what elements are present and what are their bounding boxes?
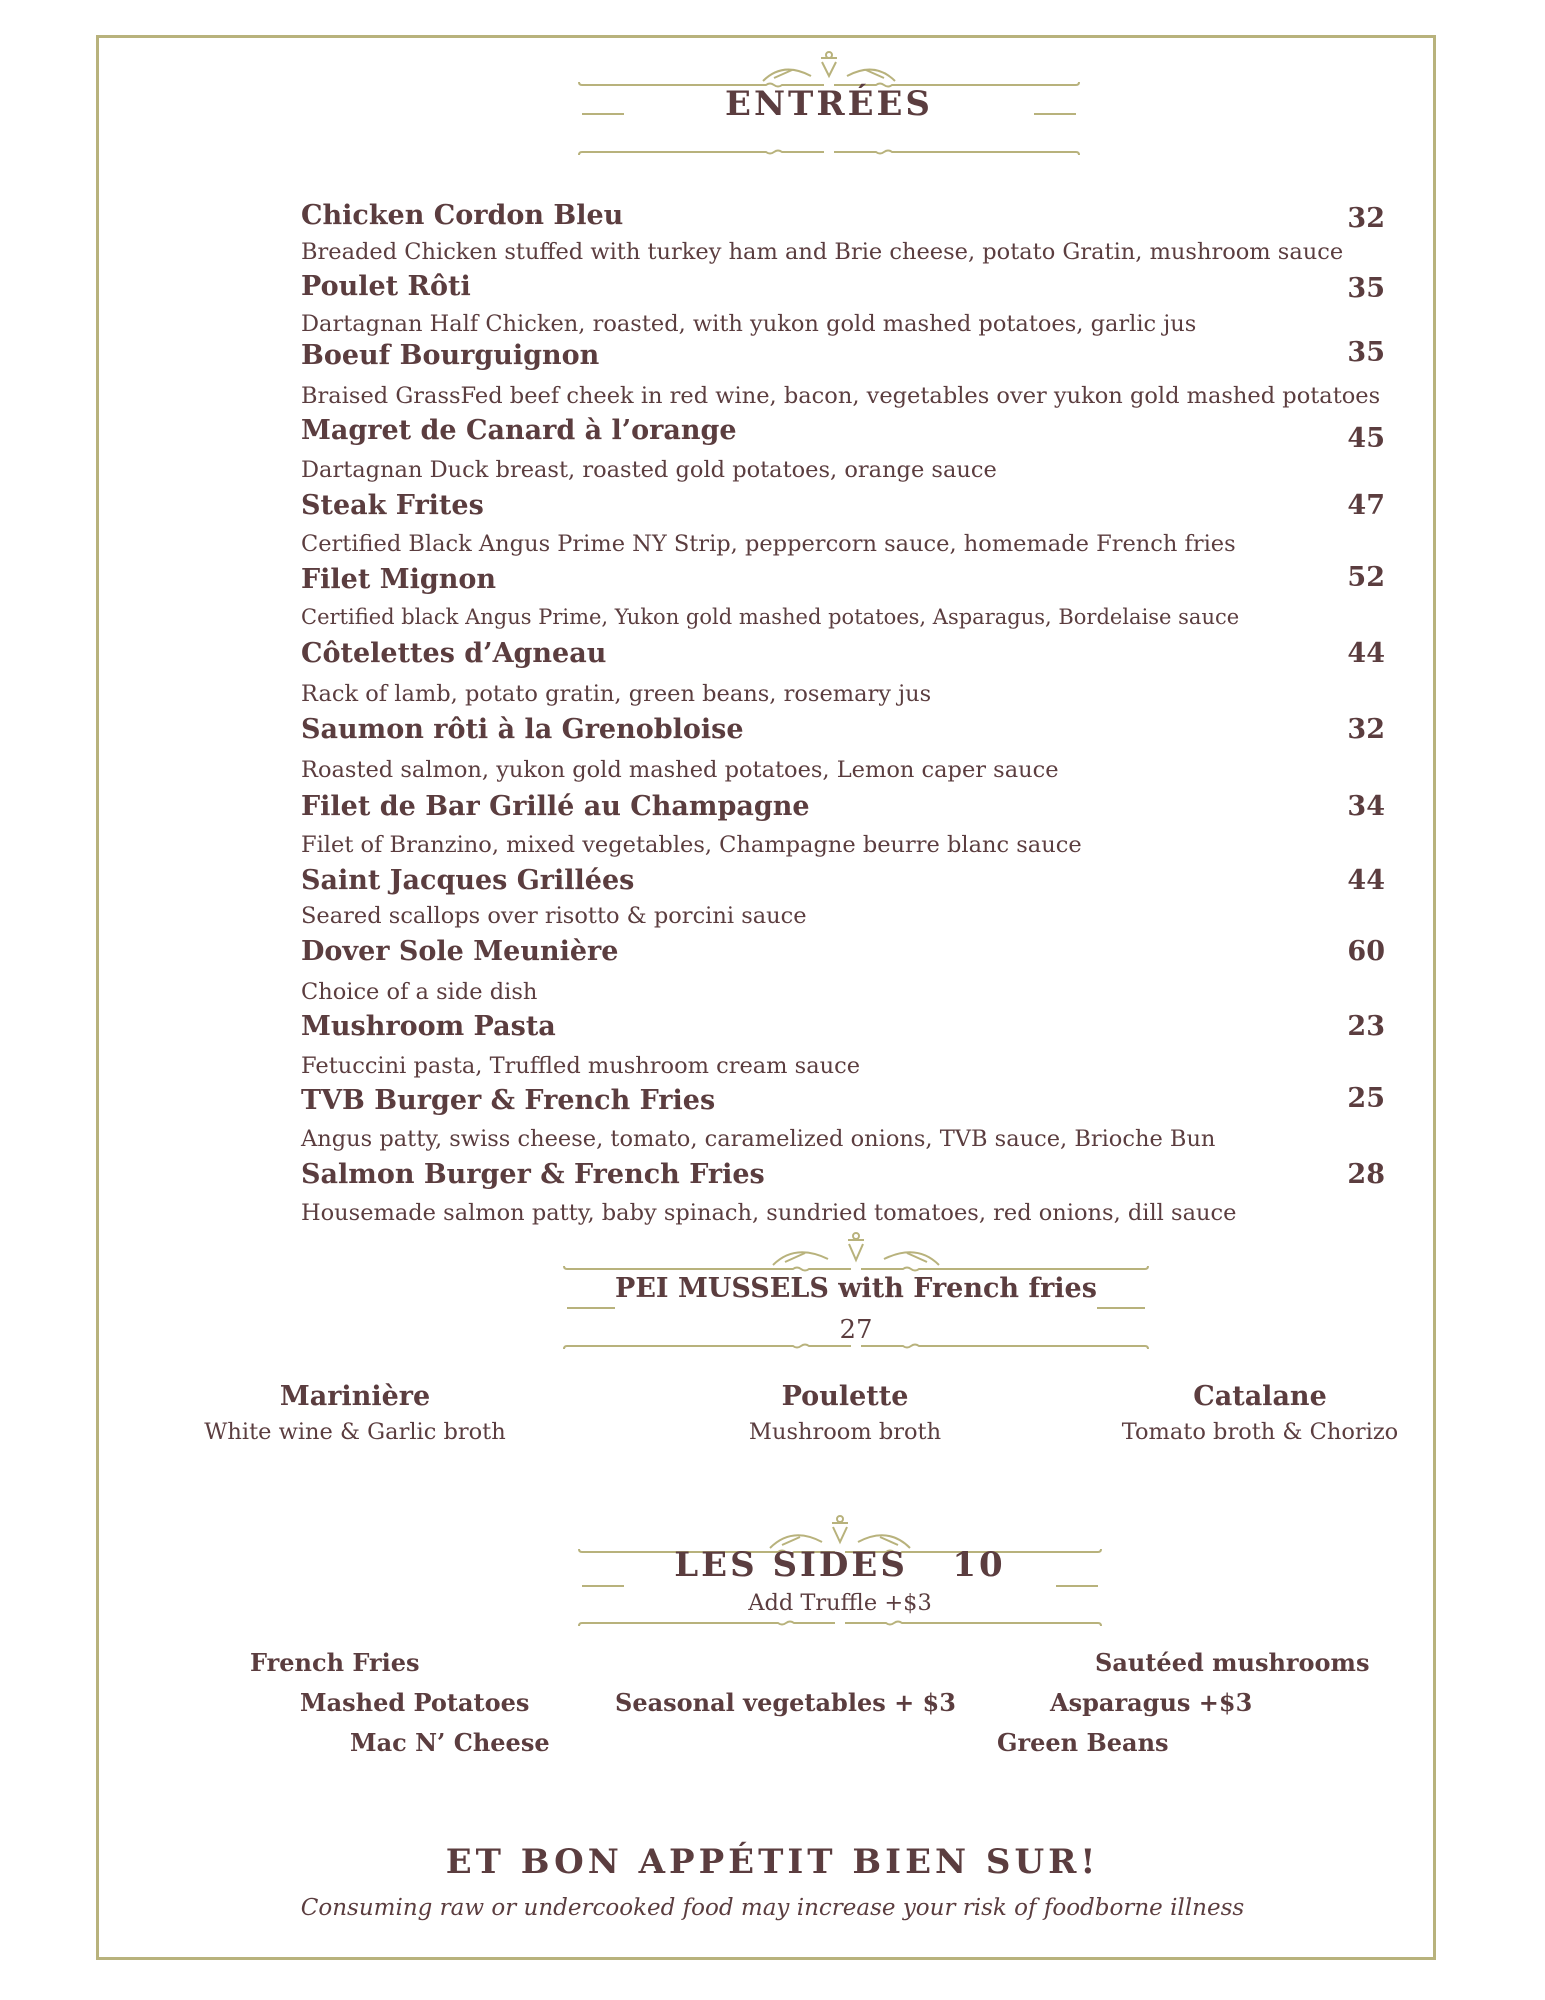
menu-item-desc: Fetuccini pasta, Truffled mushroom cream sauce	[301, 1053, 861, 1079]
menu-item-price: 45	[1347, 423, 1385, 454]
food-safety-disclaimer: Consuming raw or undercooked food may increase your risk of foodborne illness	[300, 1895, 1245, 1921]
menu-item-desc: Braised GrassFed beef cheek in red wine, bacon, vegetables over yukon gold mashed potatoes	[301, 383, 1381, 409]
side-item: Asparagus +$3	[1050, 1688, 1253, 1717]
menu-item-name: Salmon Burger & French Fries	[301, 1159, 765, 1190]
menu-item-name: Côtelettes d’Agneau	[301, 638, 607, 669]
menu-item-desc: Breaded Chicken stuffed with turkey ham and Brie cheese, potato Gratin, mushroom sauce	[301, 239, 1344, 265]
menu-item-desc: Certified Black Angus Prime NY Strip, peppercorn sauce, homemade French fries	[301, 531, 1236, 557]
menu-item-desc: Rack of lamb, potato gratin, green beans, rosemary jus	[301, 681, 932, 707]
menu-item-price: 28	[1347, 1159, 1385, 1190]
mussel-style-desc: Tomato broth & Chorizo	[1121, 1419, 1399, 1445]
menu-item-desc: Filet of Branzino, mixed vegetables, Champagne beurre blanc sauce	[301, 832, 1082, 858]
menu-item-name: Mushroom Pasta	[301, 1011, 556, 1042]
menu-item-price: 32	[1347, 203, 1385, 234]
side-item: Mac N’ Cheese	[350, 1728, 550, 1757]
side-item: Seasonal vegetables + $3	[615, 1688, 956, 1717]
menu-item-desc: Seared scallops over risotto & porcini sauce	[301, 903, 807, 929]
closing-title: ET BON APPÉTIT BIEN SUR!	[445, 1842, 1100, 1882]
menu-item-name: Filet de Bar Grillé au Champagne	[301, 791, 810, 822]
mussels-price: 27	[839, 1315, 873, 1345]
menu-item-price: 44	[1347, 638, 1385, 669]
menu-item-name: Chicken Cordon Bleu	[301, 200, 624, 231]
menu-item-name: Steak Frites	[301, 490, 484, 521]
menu-item-price: 52	[1347, 562, 1385, 593]
mussel-style-desc: White wine & Garlic broth	[204, 1419, 506, 1445]
menu-item-name: Dover Sole Meunière	[301, 936, 619, 967]
mussel-style-name: Poulette	[781, 1381, 909, 1412]
side-item: Mashed Potatoes	[300, 1688, 530, 1717]
menu-item-desc: Choice of a side dish	[301, 979, 538, 1005]
menu-item-price: 34	[1347, 791, 1385, 822]
entrees-title: ENTRÉES	[725, 84, 933, 124]
mussels-title: PEI MUSSELS with French fries	[615, 1273, 1097, 1304]
menu-item-desc: Angus patty, swiss cheese, tomato, caramelized onions, TVB sauce, Brioche Bun	[301, 1126, 1216, 1152]
side-item: Green Beans	[997, 1728, 1169, 1757]
menu-item-price: 35	[1347, 337, 1385, 368]
menu-item-name: Saumon rôti à la Grenobloise	[301, 714, 744, 745]
side-item: French Fries	[250, 1648, 420, 1677]
menu-item-price: 44	[1347, 865, 1385, 896]
menu-item-desc: Dartagnan Half Chicken, roasted, with yukon gold mashed potatoes, garlic jus	[301, 311, 1197, 337]
menu-item-price: 60	[1347, 936, 1385, 967]
menu-item-desc: Housemade salmon patty, baby spinach, sundried tomatoes, red onions, dill sauce	[301, 1200, 1237, 1226]
menu-item-price: 32	[1347, 714, 1385, 745]
menu-item-name: Poulet Rôti	[301, 271, 471, 302]
menu-item-price: 35	[1347, 273, 1385, 304]
sides-title: LES SIDES 10	[674, 1545, 1006, 1585]
mussel-style-name: Marinière	[279, 1381, 431, 1412]
sides-subtitle: Add Truffle +$3	[748, 1590, 932, 1616]
menu-item-name: Filet Mignon	[301, 564, 497, 595]
menu-item-name: Boeuf Bourguignon	[301, 340, 600, 371]
menu-item-desc: Dartagnan Duck breast, roasted gold potatoes, orange sauce	[301, 457, 997, 483]
menu-item-name: Magret de Canard à l’orange	[301, 415, 737, 446]
mussel-style-desc: Mushroom broth	[748, 1419, 942, 1445]
menu-item-price: 25	[1347, 1083, 1385, 1114]
menu-item-desc: Roasted salmon, yukon gold mashed potatoes, Lemon caper sauce	[301, 757, 1059, 783]
side-item: Sautéed mushrooms	[1095, 1648, 1370, 1677]
menu-item-name: Saint Jacques Grillées	[301, 865, 635, 896]
menu-item-price: 23	[1347, 1011, 1385, 1042]
menu-item-desc: Certified black Angus Prime, Yukon gold mashed potatoes, Asparagus, Bordelaise sauce	[301, 605, 1240, 629]
menu-item-price: 47	[1347, 490, 1385, 521]
mussel-style-name: Catalane	[1193, 1381, 1327, 1412]
menu-item-name: TVB Burger & French Fries	[301, 1085, 716, 1116]
